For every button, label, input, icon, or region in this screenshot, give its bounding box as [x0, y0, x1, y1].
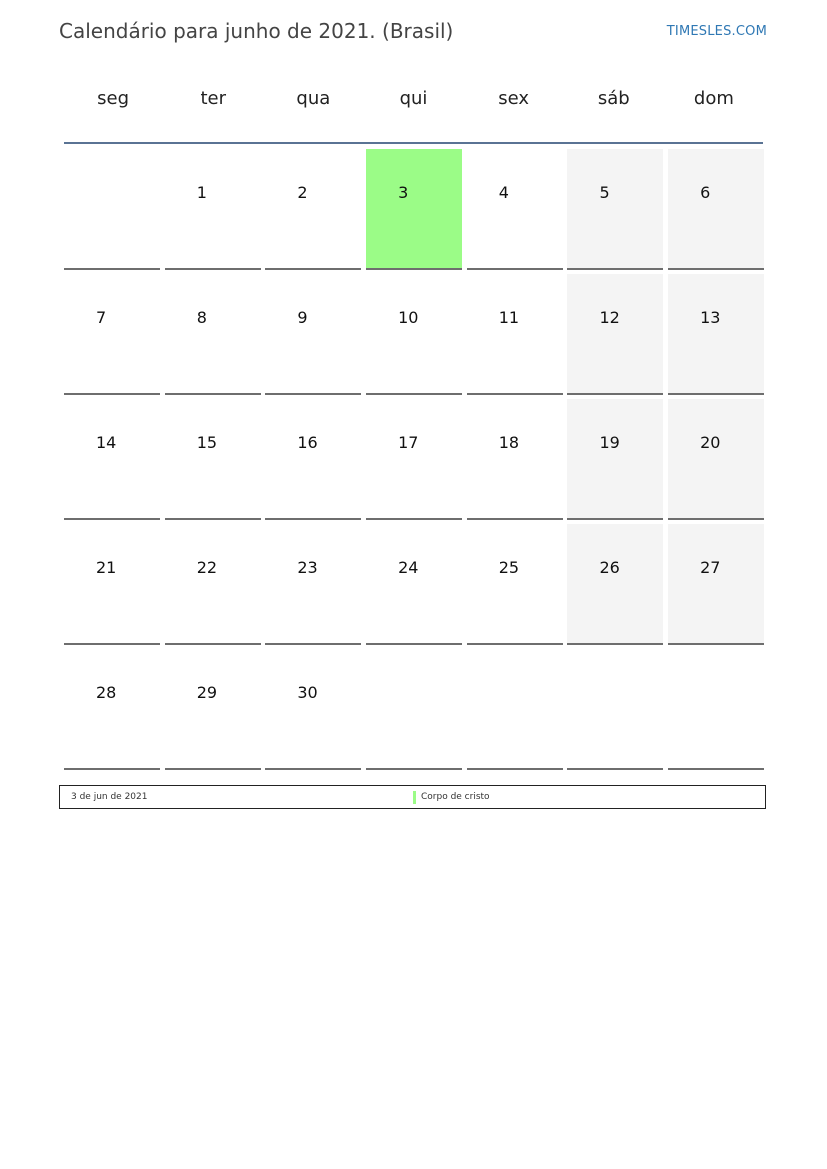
day-number: 30	[297, 683, 318, 702]
day-cell[interactable]	[265, 524, 361, 645]
day-number: 4	[498, 183, 509, 202]
day-cell[interactable]	[64, 649, 160, 770]
empty-day-cell	[64, 149, 160, 270]
day-number: 22	[196, 558, 218, 577]
weekday-label: ter	[200, 88, 226, 109]
day-cell[interactable]	[165, 399, 261, 520]
day-number: 12	[599, 308, 620, 327]
day-number: 16	[297, 433, 318, 452]
day-cell[interactable]	[265, 399, 361, 520]
calendar-grid	[64, 149, 764, 770]
day-cell[interactable]	[165, 649, 261, 770]
brand-link[interactable]: TIMESLES.COM	[666, 24, 767, 39]
day-number: 29	[196, 683, 218, 702]
day-cell[interactable]	[265, 274, 361, 395]
legend-date: 3 de jun de 2021	[71, 792, 148, 802]
day-number: 23	[297, 558, 318, 577]
empty-day-cell	[567, 649, 663, 770]
day-cell[interactable]	[567, 274, 663, 395]
day-cell[interactable]	[165, 524, 261, 645]
weekday-label: sáb	[597, 88, 630, 109]
day-cell[interactable]	[64, 524, 160, 645]
day-number: 15	[196, 433, 218, 452]
day-cell[interactable]	[165, 274, 261, 395]
day-cell[interactable]	[467, 399, 563, 520]
day-cell[interactable]	[567, 149, 663, 270]
day-number: 2	[297, 183, 308, 202]
day-cell[interactable]	[64, 274, 160, 395]
day-number: 28	[96, 683, 117, 702]
day-cell[interactable]	[668, 399, 764, 520]
day-number: 25	[498, 558, 520, 577]
day-number: 10	[398, 308, 419, 327]
empty-day-cell	[668, 649, 764, 770]
legend-holiday-name: Corpo de cristo	[421, 792, 490, 802]
day-number: 14	[96, 433, 117, 452]
day-number: 3	[398, 183, 409, 202]
weekday-label: qua	[296, 88, 331, 109]
empty-day-cell	[366, 649, 462, 770]
day-cell[interactable]	[265, 149, 361, 270]
day-cell[interactable]	[366, 399, 462, 520]
day-number: 26	[599, 558, 620, 577]
day-cell[interactable]	[366, 149, 462, 270]
day-number: 1	[196, 183, 207, 202]
day-number: 21	[96, 558, 117, 577]
weekday-label: dom	[693, 88, 734, 109]
day-cell[interactable]	[668, 524, 764, 645]
header-divider	[64, 142, 763, 144]
day-number: 18	[498, 433, 520, 452]
day-number: 20	[700, 433, 721, 452]
day-number: 11	[498, 308, 520, 327]
day-cell[interactable]	[64, 399, 160, 520]
day-number: 19	[599, 433, 620, 452]
day-number: 27	[700, 558, 721, 577]
holiday-legend	[59, 785, 766, 809]
day-cell[interactable]	[265, 649, 361, 770]
day-cell[interactable]	[467, 524, 563, 645]
day-cell[interactable]	[567, 399, 663, 520]
day-cell[interactable]	[567, 524, 663, 645]
day-cell[interactable]	[467, 274, 563, 395]
day-cell[interactable]	[165, 149, 261, 270]
weekday-label: sex	[498, 88, 530, 109]
day-number: 8	[196, 308, 207, 327]
day-cell[interactable]	[668, 149, 764, 270]
day-number: 7	[96, 308, 107, 327]
day-cell[interactable]	[366, 274, 462, 395]
weekday-label: seg	[97, 88, 130, 109]
day-number: 17	[398, 433, 419, 452]
day-number: 13	[700, 308, 721, 327]
empty-day-cell	[467, 649, 563, 770]
day-number: 5	[599, 183, 610, 202]
day-cell[interactable]	[668, 274, 764, 395]
day-cell[interactable]	[366, 524, 462, 645]
day-number: 9	[297, 308, 308, 327]
day-number: 24	[398, 558, 419, 577]
weekday-label: qui	[399, 88, 428, 109]
holiday-color-swatch	[413, 791, 416, 804]
day-number: 6	[700, 183, 711, 202]
page-title: Calendário para junho de 2021. (Brasil)	[59, 19, 454, 43]
day-cell[interactable]	[467, 149, 563, 270]
weekday-header-row	[63, 88, 764, 120]
